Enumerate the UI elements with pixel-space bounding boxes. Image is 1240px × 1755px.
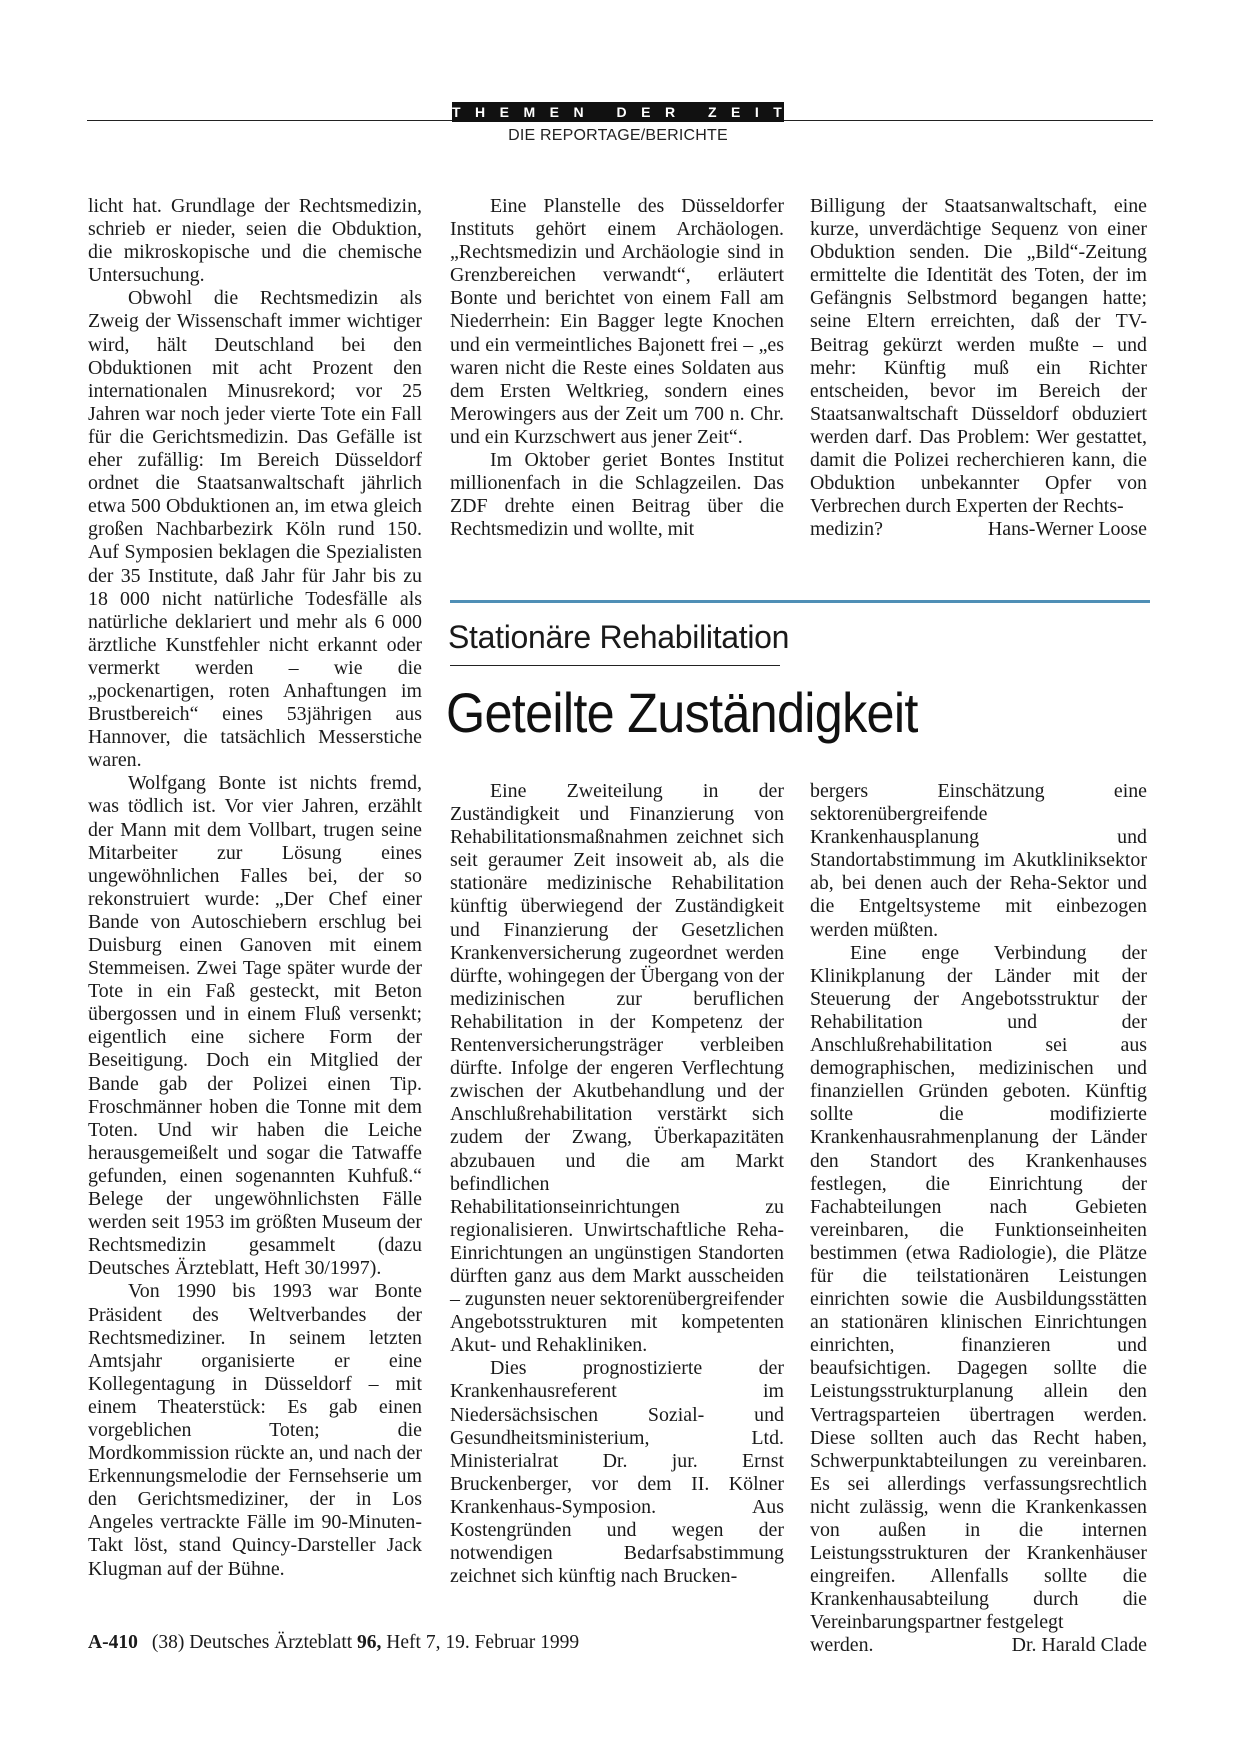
article1-column-3 xyxy=(810,195,1147,541)
subsection-label: DIE REPORTAGE/BERICHTE xyxy=(508,127,728,144)
paragraph: Eine Planstelle des Düsseldorfer Instituts gehört einem Archäologen. „Rechtsmedizin und Archäologie sind in Grenzbereichen verwandt“, erläutert Bonte und berichtet von einem Fall am Niederrhein: Ein Bagger legte Knochen und ein vermeintliches Bajonett frei – „es waren nicht die Reste eines Soldaten aus dem Ersten Weltkrieg, sondern eines Merowingers aus der Zeit um 700 n. Chr. und ein Kurzschwert aus jener Zeit“. xyxy=(450,195,784,448)
paragraph: Von 1990 bis 1993 war Bonte Präsident des Weltverbandes der Rechtsmediziner. In seinem letzten Amtsjahr organisierte er eine Kollegentagung in Düsseldorf – mit einem Theaterstück: Es gab einen vorgeblichen Toten; die Mordkommission rückte an, und nach der Erkennungsmelodie der Fernsehserie um den Gerichtsmediziner, der in Los Angeles vertrackte Fälle im 90-Minuten-Takt löst, stand Quincy-Darsteller Jack Klugman auf der Bühne. xyxy=(88,1280,422,1580)
article-headline: Geteilte Zuständigkeit xyxy=(446,681,918,744)
citation-prefix: (38) Deutsches Ärzteblatt xyxy=(151,1632,358,1653)
paragraph: Obwohl die Rechtsmedizin als Zweig der Wissenschaft immer wichtiger wird, hält Deutschland bei den Obduktionen mit acht Prozent den internationalen Minusrekord; vor 25 Jahren war noch jeder vierte Tote ein Fall für die Gerichtsmedizin. Das Gefälle ist eher zufällig: Im Bereich Düsseldorf ordnet die Staatsanwaltschaft jährlich etwa 500 Obduktionen an, im etwa gleich großen Nachbarbezirk Köln rund 150. Auf Symposien beklagen die Spezialisten der 35 Institute, daß Jahr für Jahr bis zu 18 000 nicht natürliche Todesfälle als natürliche deklariert und mehr als 6 000 ärztliche Kunstfehler nicht erkannt oder vermerkt werden – wie die „pockenartigen, roten Anhaftungen im Brustbereich“ eines 53jährigen aus Hannover, die tatsächlich Messerstiche waren. xyxy=(88,287,422,772)
page-footer xyxy=(88,1632,579,1654)
section-label: THEMEN DER ZEIT xyxy=(452,104,797,120)
article1-column-1 xyxy=(88,195,422,1581)
page-number: A-410 xyxy=(88,1632,138,1653)
article-separator xyxy=(450,600,1150,603)
signature-line xyxy=(810,1634,1147,1657)
paragraph: licht hat. Grundlage der Rechtsmedizin, schrieb er nieder, seien die Obduktion, die mikroskopische und die chemische Untersuchung. xyxy=(88,195,422,287)
paragraph: Billigung der Staatsanwaltschaft, eine kurze, unverdächtige Sequenz von einer Obduktion senden. Die „Bild“-Zeitung ermittelte die Identität des Toten, der im Gefängnis Selbstmord begangen hatte; seine Eltern erreichten, daß der TV-Beitrag gekürzt werden mußte – und mehr: Künftig muß ein Richter entscheiden, bevor im Bereich der Staatsanwaltschaft Düsseldorf obduziert werden darf. Das Problem: Wer gestattet, damit die Polizei recherchieren kann, die Obduktion unbekannter Opfer von Verbrechen durch Experten der Rechts- xyxy=(810,195,1147,518)
paragraph: Dies prognostizierte der Krankenhausreferent im Niedersächsischen Sozial- und Gesundheitsministerium, Ltd. Ministerialrat Dr. jur. Ernst Bruckenberger, vor dem II. Kölner Krankenhaus-Symposion. Aus Kostengründen und wegen der notwendigen Bedarfsabstimmung zeichnet sich künftig nach Brucken- xyxy=(450,1357,784,1588)
paragraph: Eine Zweiteilung in der Zuständigkeit und Finanzierung von Rehabilitationsmaßnahmen zeichnet sich seit geraumer Zeit insoweit ab, als die stationäre medizinische Rehabilitation künftig überwiegend der Zuständigkeit und Finanzierung der Gesetzlichen Krankenversicherung zugeordnet werden dürfte, wohingegen der Übergang von der medizinischen zur beruflichen Rehabilitation in der Kompetenz der Rentenversicherungsträger verbleiben dürfte. Infolge der engeren Verflechtung zwischen der Akutbehandlung und der Anschlußrehabilitation verstärkt sich zudem der Zwang, Überkapazitäten abzubauen und die am Markt befindlichen Rehabilitationseinrichtungen zu regionalisieren. Unwirtschaftliche Reha-Einrichtungen an ungünstigen Standorten dürften ganz aus dem Markt ausscheiden – zugunsten neuer sektorenübergreifender Angebotsstrukturen mit kompetenten Akut- und Rehakliniken. xyxy=(450,780,784,1357)
paragraph: Im Oktober geriet Bontes Institut millionenfach in die Schlagzeilen. Das ZDF drehte einen Beitrag über die Rechtsmedizin und wollte, mit xyxy=(450,449,784,541)
paragraph: Eine enge Verbindung der Klinikplanung der Länder mit der Steuerung der Angebotsstruktur der Rehabilitation und der Anschlußrehabilitation sei aus demographischen, medizinischen und finanziellen Gründen geboten. Künftig sollte die modifizierte Krankenhausrahmenplanung der Länder den Standort des Krankenhauses festlegen, die Einrichtung der Fachabteilungen nach Gebieten vereinbaren, die Funktionseinheiten bestimmen (etwa Radiologie), die Plätze für die teilstationären Leistungen einrichten sowie die Ausbildungsstätten an stationären klinischen Einrichtungen einrichten, finanzieren und beaufsichtigen. Dagegen sollte die Leistungsstrukturplanung allein den Vertragsparteien übertragen werden. Diese sollten auch das Recht haben, Schwerpunktabteilungen zu vereinbaren. Es sei allerdings verfassungsrechtlich nicht zulässig, wenn die Krankenkassen von außen in die internen Leistungsstrukturen der Krankenhäuser eingreifen. Allenfalls sollte die Krankenhausabteilung durch die Vereinbarungspartner festgelegt xyxy=(810,941,1147,1634)
article1-column-2 xyxy=(450,195,784,541)
kicker-rule xyxy=(450,665,780,666)
paragraph-end: medizin? xyxy=(810,518,883,541)
author: Hans-Werner Loose xyxy=(987,518,1147,541)
paragraph: bergers Einschätzung eine sektorenübergreifende Krankenhausplanung und Standortabstimmung im Akutkliniksektor ab, bei denen auch der Reha-Sektor und die Entgeltsysteme mit einbezogen werden müßten. xyxy=(810,780,1147,941)
article-kicker: Stationäre Rehabilitation xyxy=(448,619,790,655)
article2-column-2 xyxy=(810,780,1147,1658)
citation-suffix: Heft 7, 19. Februar 1999 xyxy=(381,1632,580,1653)
signature-line xyxy=(810,518,1147,541)
paragraph: Wolfgang Bonte ist nichts fremd, was tödlich ist. Vor vier Jahren, erzählt der Mann mit dem Vollbart, trugen seine Mitarbeiter zur Lösung eines ungewöhnlichen Falles bei, der so rekonstruiert wurde: „Der Chef einer Bande von Autoschiebern erschlug bei Duisburg einen Ganoven mit einem Stemmeisen. Zwei Tage später wurde der Tote in ein Faß gesteckt, mit Beton übergossen und in einem Fluß versenkt; eigentlich eine sichere Form der Beseitigung. Doch ein Mitglied der Bande gab der Polizei einen Tip. Froschmänner hoben die Tonne mit dem Toten. Und wir haben die Leiche herausgemeißelt und sogar die Tatwaffe gefunden, einen sogenannten Kuhfuß.“ Belege der ungewöhnlichsten Fälle werden seit 1953 im größten Museum der Rechtsmedizin gesammelt (dazu Deutsches Ärzteblatt, Heft 30/1997). xyxy=(88,772,422,1280)
article2-column-1 xyxy=(450,780,784,1588)
author: Dr. Harald Clade xyxy=(1011,1634,1147,1657)
volume: 96, xyxy=(357,1632,382,1653)
paragraph-end: werden. xyxy=(810,1634,874,1657)
